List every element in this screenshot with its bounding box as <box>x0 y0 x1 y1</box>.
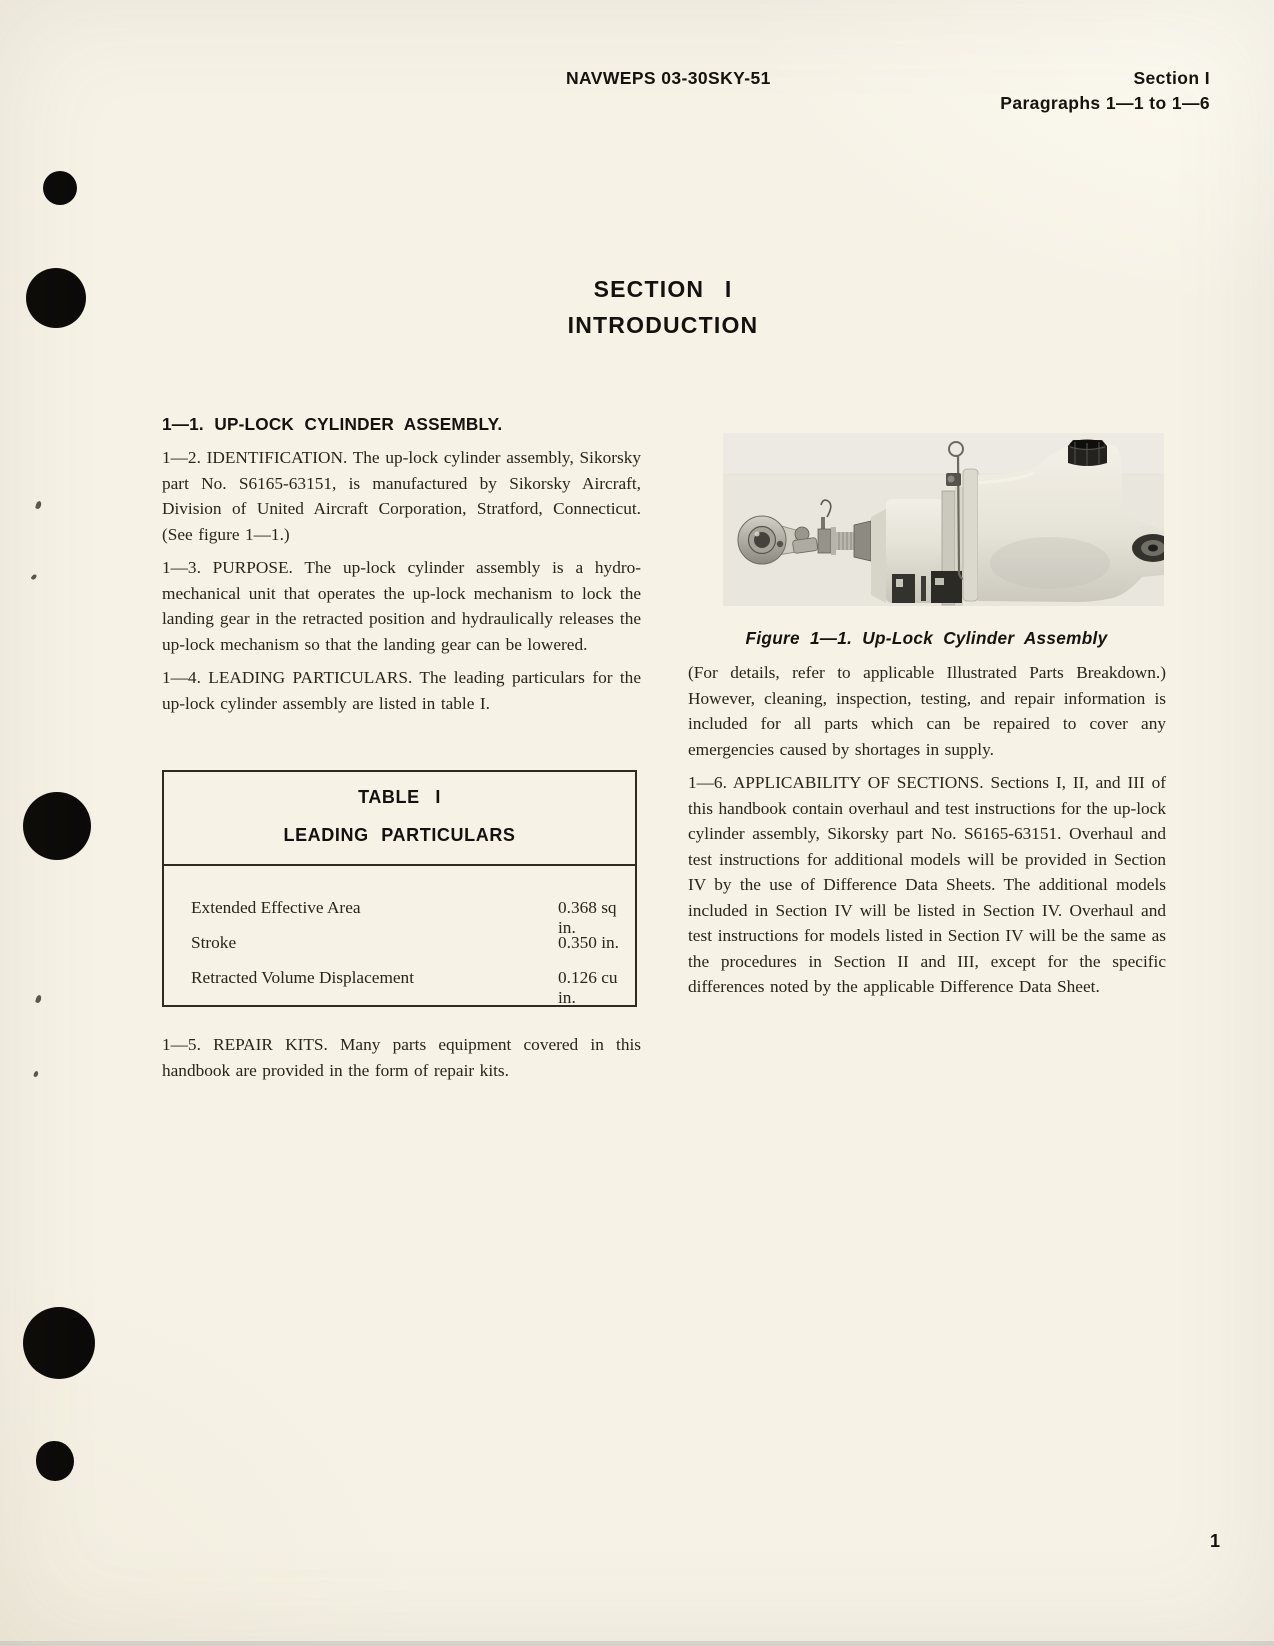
punch-hole <box>26 268 86 328</box>
punch-hole <box>23 1307 95 1379</box>
row-value: 0.126 cu in. <box>558 968 618 1007</box>
row-label: Stroke <box>191 933 237 952</box>
table-row <box>164 968 635 1007</box>
header-section-label: Section I <box>1133 68 1210 88</box>
figure-1-1-photo <box>690 413 1164 608</box>
section-title-line2: INTRODUCTION <box>567 312 759 338</box>
row-label: Extended Effective Area <box>191 898 361 917</box>
scan-speck <box>31 573 38 580</box>
section-title <box>162 276 1164 339</box>
table-row <box>164 933 635 968</box>
right-column <box>688 660 1166 1008</box>
page-number: 1 <box>1210 1531 1221 1551</box>
paragraph-after-figure: (For details, refer to applicable Illustrated Parts Breakdown.) However, cleaning, inspection, testing, and repair information is included for all parts which can be repaired to cover any emergencies caused by shortages in supply. <box>688 663 1166 759</box>
document-number: NAVWEPS 03-30SKY-51 <box>566 68 771 88</box>
scan-speck <box>33 1071 38 1078</box>
table-rows <box>164 898 635 1007</box>
punch-hole <box>23 792 91 860</box>
punch-hole <box>36 1441 74 1481</box>
paragraph-1-5-block <box>162 1032 641 1091</box>
table-header-rule <box>164 864 635 866</box>
leading-particulars-table <box>162 770 637 1007</box>
row-value: 0.350 in. <box>558 933 619 952</box>
header-paragraph-range: Paragraphs 1—1 to 1—6 <box>1000 93 1210 113</box>
section-title-line1: SECTION I <box>593 276 733 302</box>
port-cap-nut <box>1068 440 1107 467</box>
table-subtitle: LEADING PARTICULARS <box>283 825 516 845</box>
scan-speck <box>35 995 42 1004</box>
figure-caption: Figure 1—1. Up-Lock Cylinder Assembly <box>745 628 1108 648</box>
punch-hole <box>43 171 77 205</box>
paragraph-1-4: 1—4. LEADING PARTICULARS. The leading particulars for the up-lock cylinder assembly are listed in table I. <box>162 668 641 713</box>
paragraph-1-6: 1—6. APPLICABILITY OF SECTIONS. Sections I, II, and III of this handbook contain overhaul and test instructions for the up-lock cylinder assembly, Sikorsky part No. S6165-63151. Overhaul and test instructions for additional models will be provided in Section IV by the use of Difference Data Sheets. The additional models included in Section IV will be listed in Section IV. Overhaul and test instructions for models listed in Section IV will be the same as the procedures in Section II and III, except for the specific differences noted by the applicable Difference Data Sheet. <box>688 773 1166 996</box>
table-row <box>164 898 635 937</box>
heading-1-1: 1—1. UP-LOCK CYLINDER ASSEMBLY. <box>162 414 503 434</box>
table-title: TABLE I <box>358 787 441 807</box>
row-value: 0.368 sq in. <box>558 898 617 937</box>
left-column <box>162 414 641 724</box>
row-label: Retracted Volume Displacement <box>191 968 414 987</box>
paragraph-1-5: 1—5. REPAIR KITS. Many parts equipment covered in this handbook are provided in the form of repair kits. <box>162 1035 641 1080</box>
header-right-block <box>1000 66 1210 116</box>
scan-speck <box>35 501 42 510</box>
paragraph-1-3: 1—3. PURPOSE. The up-lock cylinder assembly is a hydro-mechanical unit that operates the up-lock mechanism to lock the landing gear in the retracted position and hydraulically releases the up-lock mechanism so that the landing gear can be lowered. <box>162 558 641 654</box>
paragraph-1-2: 1—2. IDENTIFICATION. The up-lock cylinder assembly, Sikorsky part No. S6165-63151, is manufactured by Sikorsky Aircraft, Division of United Aircraft Corporation, Stratford, Connecticut. (See figure 1—1.) <box>162 448 641 544</box>
scan-bottom-edge <box>0 1641 1274 1646</box>
